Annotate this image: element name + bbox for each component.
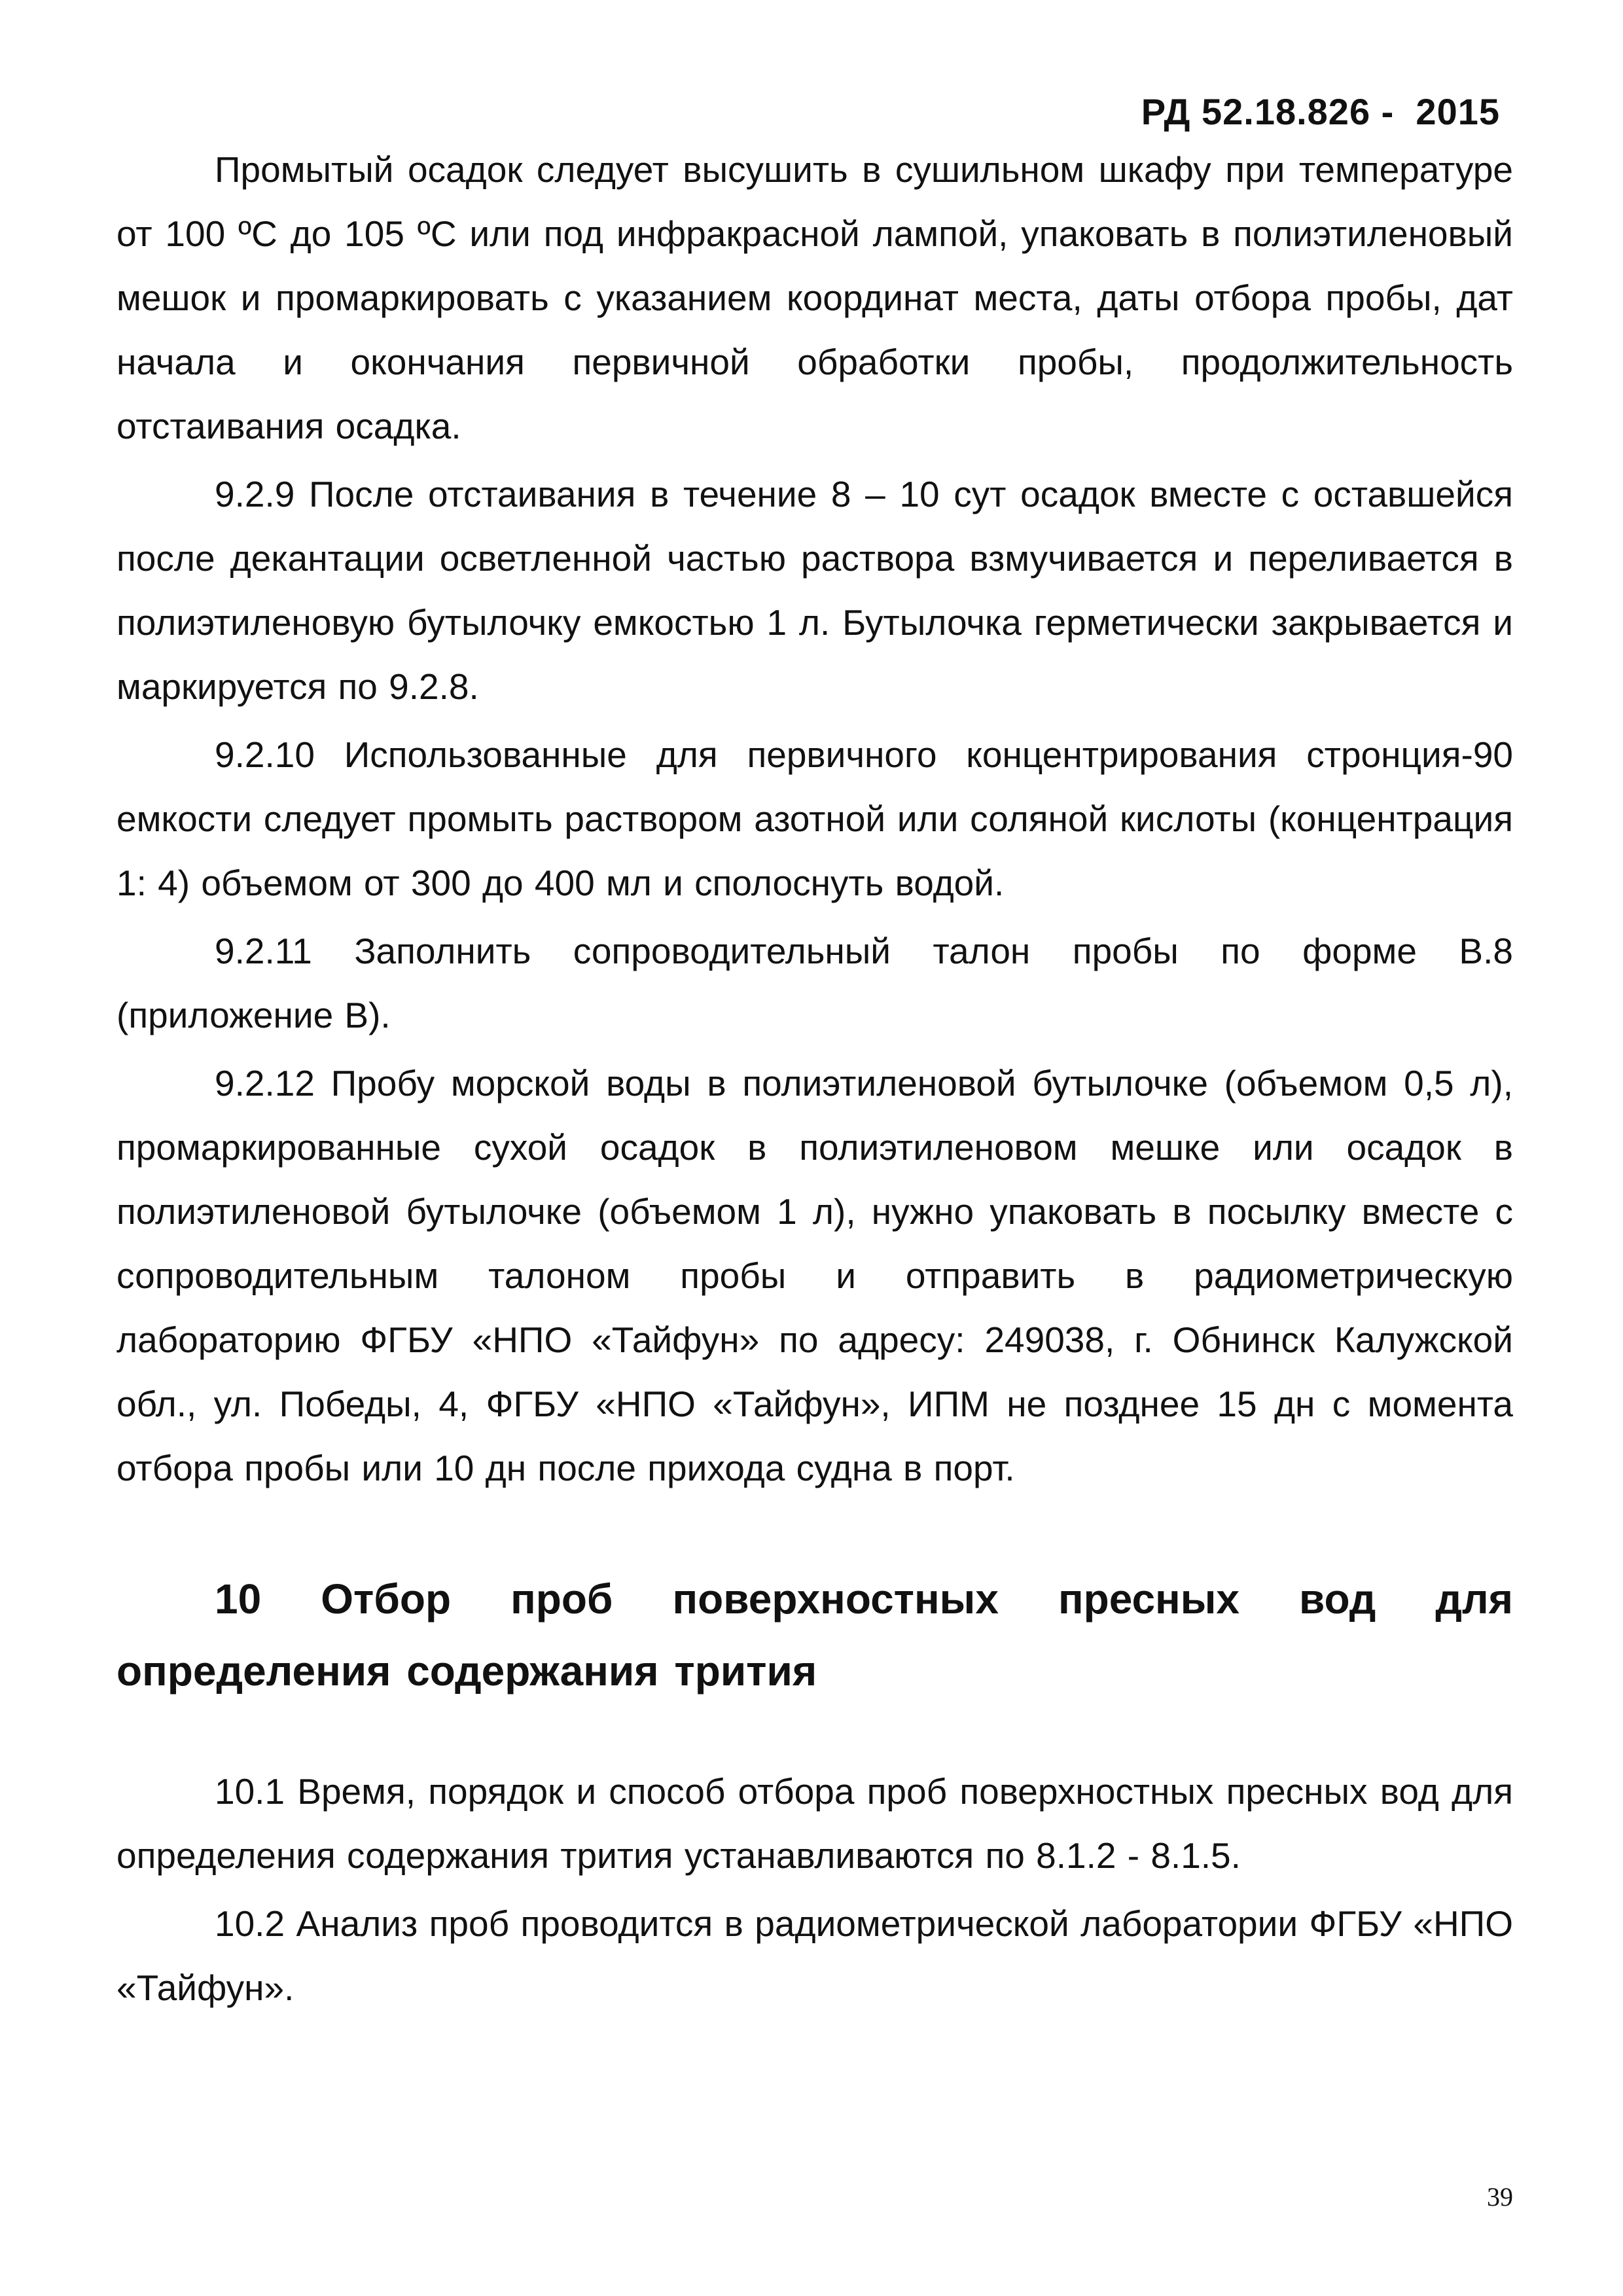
paragraph-10-1: 10.1 Время, порядок и способ отбора проб поверхностных пресных вод для определения содержания трития устанавливаются по 8.1.2 - 8.1.5. (116, 1771, 1513, 1876)
paragraph-9-2-11: 9.2.11 Заполнить сопроводительный талон пробы по форме В.8 (приложение В). (116, 931, 1513, 1035)
paragraph-drying-sediment: Промытый осадок следует высушить в сушильном шкафу при температуре от 100 ºС до 105 ºС или под инфракрасной лампой, упаковать в полиэтиленовый мешок и промаркировать с указанием координат места, даты отбора пробы, дат начала и окончания первичной обработки пробы, продолжительность отстаивания осадка. (116, 149, 1513, 446)
page-number: 39 (1487, 2182, 1513, 2212)
paragraph-9-2-12: 9.2.12 Пробу морской воды в полиэтиленовой бутылочке (объемом 0,5 л), промаркированные сухой осадок в полиэтиленовом мешке или осадок в полиэтиленовой бутылочке (объемом 1 л), нужно упаковать в посылку вместе с сопроводительным талоном пробы и отправить в радиометрическую лабораторию ФГБУ «НПО «Тайфун» по адресу: 249038, г. Обнинск Калужской обл., ул. Победы, 4, ФГБУ «НПО «Тайфун», ИПМ не позднее 15 дн с момента отбора пробы или 10 дн после прихода судна в порт. (116, 1063, 1513, 1488)
paragraph-9-2-10: 9.2.10 Использованные для первичного концентрирования стронция-90 емкости следует промыть раствором азотной или соляной кислоты (концентрация 1: 4) объемом от 300 до 400 мл и сполоснуть водой. (116, 734, 1513, 903)
section-heading-10: 10 Отбор проб поверхностных пресных вод для определения содержания трития (116, 1575, 1513, 1695)
paragraph-9-2-9: 9.2.9 После отстаивания в течение 8 – 10 сут осадок вместе с оставшейся после декантации осветленной частью раствора взмучивается и переливается в полиэтиленовую бутылочку емкостью 1 л. Бутылочка герметически закрывается и маркируется по 9.2.8. (116, 474, 1513, 707)
paragraph-10-2: 10.2 Анализ проб проводится в радиометрической лаборатории ФГБУ «НПО «Тайфун». (116, 1903, 1513, 2008)
document-code: РД 52.18.826 - 2015 (1141, 91, 1500, 132)
page-body (116, 137, 1513, 2020)
